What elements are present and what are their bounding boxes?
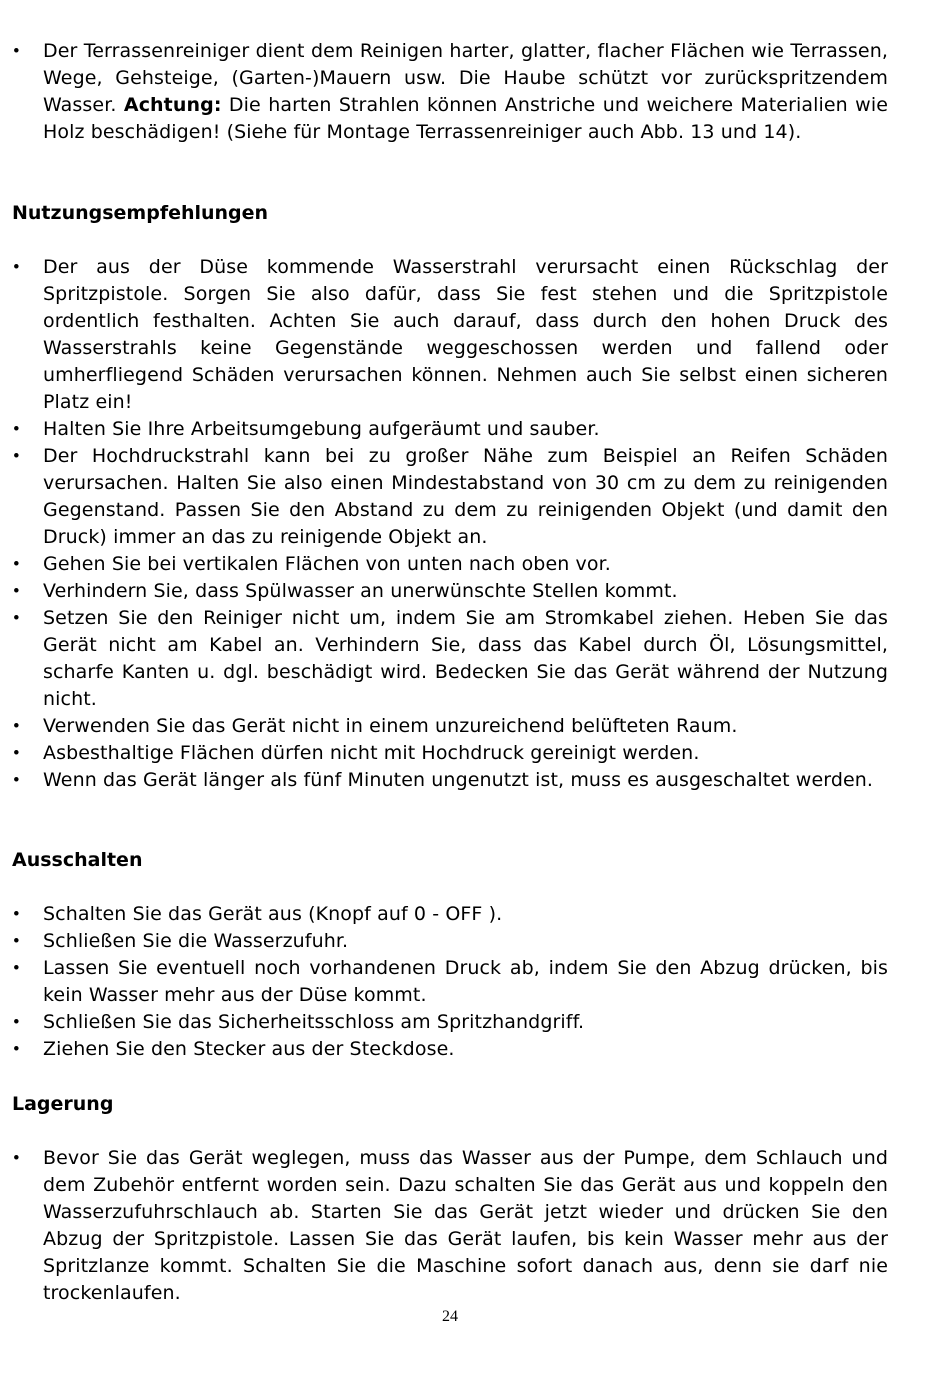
- intro-list: [0, 38, 888, 146]
- list-item: • Bevor Sie das Gerät weglegen, muss das Wasser aus der Pumpe, dem Schlauch und dem Zubehör entfernt worden sein. Dazu schalten Sie das Gerät aus und koppeln den Wasserzufuhrschlauch ab. Starten Sie das Gerät jetzt wieder und drücken Sie den Abzug der Spritzpistole. Lassen Sie das Gerät laufen, bis kein Wasser mehr aus der Spritzlanze kommt. Schalten Sie die Maschine sofort danach aus, denn sie darf nie trockenlaufen.: [43, 1145, 888, 1307]
- list-item: • Verhindern Sie, dass Spülwasser an unerwünschte Stellen kommt.: [43, 578, 888, 605]
- nutzung-list: [0, 254, 888, 794]
- list-item: [43, 38, 888, 146]
- list-item: • Schließen Sie das Sicherheitsschloss am Spritzhandgriff.: [43, 1009, 888, 1036]
- list-item: • Halten Sie Ihre Arbeitsumgebung aufgeräumt und sauber.: [43, 416, 888, 443]
- list-item: • Asbesthaltige Flächen dürfen nicht mit Hochdruck gereinigt werden.: [43, 740, 888, 767]
- list-item: • Schalten Sie das Gerät aus (Knopf auf 0 - OFF ).: [43, 901, 888, 928]
- page-number: 24: [442, 1308, 458, 1325]
- list-item: • Der Hochdruckstrahl kann bei zu großer Nähe zum Beispiel an Reifen Schäden verursachen. Halten Sie also einen Mindestabstand von 30 cm zu dem zu reinigenden Gegenstand. Passen Sie den Abstand zu dem zu reinigenden Objekt (und damit den Druck) immer an das zu reinigende Objekt an.: [43, 443, 888, 551]
- list-item: • Wenn das Gerät länger als fünf Minuten ungenutzt ist, muss es ausgeschaltet werden.: [43, 767, 888, 794]
- list-item: • Schließen Sie die Wasserzufuhr.: [43, 928, 888, 955]
- list-item: • Ziehen Sie den Stecker aus der Steckdose.: [43, 1036, 888, 1063]
- ausschalten-list: [0, 901, 888, 1063]
- list-item: • Lassen Sie eventuell noch vorhandenen Druck ab, indem Sie den Abzug drücken, bis kein Wasser mehr aus der Düse kommt.: [43, 955, 888, 1009]
- lagerung-list: [0, 1145, 888, 1307]
- warning-label: Achtung:: [123, 94, 222, 116]
- list-item: • Setzen Sie den Reiniger nicht um, indem Sie am Stromkabel ziehen. Heben Sie das Gerät nicht am Kabel an. Verhindern Sie, dass das Kabel durch Öl, Lösungsmittel, scharfe Kanten u. dgl. beschädigt wird. Bedecken Sie das Gerät während der Nutzung nicht.: [43, 605, 888, 713]
- section-heading-lagerung: Lagerung: [12, 1093, 114, 1115]
- section-heading-nutzungsempfehlungen: Nutzungsempfehlungen: [12, 202, 269, 224]
- list-item: • Der aus der Düse kommende Wasserstrahl verursacht einen Rückschlag der Spritzpistole. Sorgen Sie also dafür, dass Sie fest stehen und die Spritzpistole ordentlich festhalten. Achten Sie auch darauf, dass durch den hohen Druck des Wasserstrahls keine Gegenstände weggeschossen werden und fallend oder umherfliegend Schäden verursachen können. Nehmen auch Sie selbst einen sicheren Platz ein!: [43, 254, 888, 416]
- section-heading-ausschalten: Ausschalten: [12, 849, 143, 871]
- list-item: • Verwenden Sie das Gerät nicht in einem unzureichend belüfteten Raum.: [43, 713, 888, 740]
- item-text: Die harten Strahlen können Anstriche und weichere Materialien wie Holz beschädigen! (Siehe für Montage Terrassenreiniger auch Abb. 13 und 14).: [43, 94, 888, 143]
- list-item: • Gehen Sie bei vertikalen Flächen von unten nach oben vor.: [43, 551, 888, 578]
- item-text: Der Terrassenreiniger dient dem Reinigen harter, glatter, flacher Flächen wie Terrassen, Wege, Gehsteige, (Garten-)Mauern usw. Die Haube schützt vor zurückspritzendem Wasser.: [43, 40, 888, 116]
